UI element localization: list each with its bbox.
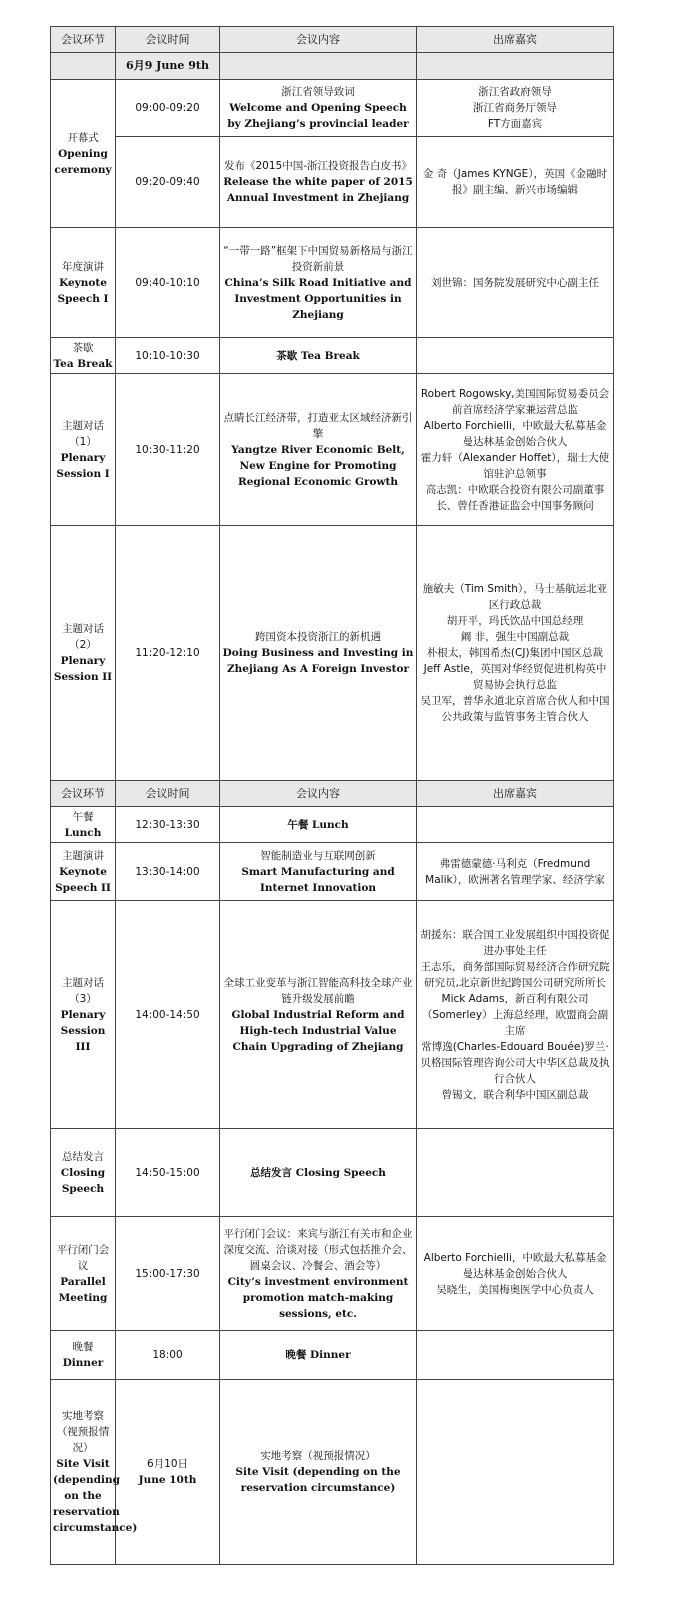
guest-line: 刘世锦：国务院发展研究中心副主任 — [431, 276, 599, 289]
content-cell — [220, 374, 417, 526]
segment-cell — [51, 1129, 116, 1217]
guests-cell — [417, 338, 614, 374]
content-en: Site Visit (depending on the reservation circumstance) — [235, 1466, 401, 1494]
content-cell — [220, 526, 417, 781]
guests-cell — [417, 526, 614, 781]
time-cell: 15:00-17:30 — [116, 1217, 220, 1331]
content-cell — [220, 1331, 417, 1380]
guest-line: 阚 非，强生中国副总裁 — [460, 631, 570, 643]
header-row-repeat — [51, 781, 614, 807]
segment-cell — [51, 526, 116, 781]
segment-cn: 主题对话（2） — [62, 623, 104, 651]
content-cn: 总结发言 Closing Speech — [250, 1166, 386, 1179]
content-cn: 智能制造业与互联网创新 — [260, 849, 376, 862]
segment-en: Tea Break — [53, 357, 113, 370]
time-cell — [116, 1380, 220, 1565]
content-cell — [220, 1380, 417, 1565]
content-en: Doing Business and Investing in Zhejiang As A Foreign Investor — [222, 647, 414, 675]
date-row-blank — [51, 53, 116, 80]
table-row — [51, 137, 614, 228]
guests-cell — [417, 1331, 614, 1380]
guest-line: 朴根太，韩国希杰(CJ)集团中国区总裁 — [426, 647, 604, 659]
guest-line: Robert Rogowsky,美国国际贸易委员会前首席经济学家兼运营总监 — [420, 387, 610, 416]
content-cell — [220, 1217, 417, 1331]
guest-line: 弗雷德蒙德·马利克（Fredmund Malik），欧洲著名管理学家、经济学家 — [425, 857, 605, 886]
segment-cn: 主题对话（3） — [62, 976, 104, 1005]
segment-en: Plenary Session I — [56, 451, 110, 480]
segment-cn: 午餐 — [72, 810, 94, 823]
time-cell: 13:30-14:00 — [116, 843, 220, 901]
header-segment: 会议环节 — [51, 27, 116, 53]
segment-cell — [51, 374, 116, 526]
table-row — [51, 843, 614, 901]
content-cell — [220, 137, 417, 228]
time-en: June 10th — [138, 1474, 197, 1486]
guests-cell — [417, 1217, 614, 1331]
segment-en: Plenary Session III — [60, 1008, 106, 1053]
guest-line: Mick Adams，新百利有限公司（Somerley）上海总经理，欧盟商会副主席 — [421, 992, 609, 1037]
segment-cn: 实地考察（视预报情况） — [56, 1410, 110, 1454]
guest-line: 浙江省商务厅领导 — [473, 102, 557, 114]
segment-cn: 开幕式 — [67, 131, 99, 144]
guest-line: 王志乐，商务部国际贸易经济合作研究院研究员,北京新世纪跨国公司研究所所长 — [420, 960, 610, 989]
segment-cn: 主题演讲 — [62, 849, 104, 862]
table-row — [51, 526, 614, 781]
guests-cell — [417, 901, 614, 1129]
date-label: 6月9 June 9th — [116, 53, 220, 80]
date-row-blank — [417, 53, 614, 80]
guests-cell — [417, 228, 614, 338]
table-row — [51, 1217, 614, 1331]
segment-cell — [51, 901, 116, 1129]
content-cell — [220, 807, 417, 843]
segment-cn: 年度演讲 — [62, 260, 104, 273]
header-guests: 出席嘉宾 — [417, 27, 614, 53]
table-row — [51, 228, 614, 338]
table-row — [51, 1129, 614, 1217]
guest-line: 胡开平，玛氏饮品中国总经理 — [446, 615, 584, 627]
guests-cell — [417, 137, 614, 228]
guest-line: FT方面嘉宾 — [487, 118, 543, 130]
guests-cell — [417, 1380, 614, 1565]
time-cell: 18:00 — [116, 1331, 220, 1380]
time-cell: 14:00-14:50 — [116, 901, 220, 1129]
segment-en: Keynote Speech II — [55, 865, 111, 894]
agenda-table — [50, 26, 614, 1565]
content-cn: 平行闭门会议：来宾与浙江有关市和企业深度交流、洽谈对接（形式包括推介会、圆桌会议、冷餐会、酒会等） — [223, 1227, 413, 1272]
content-en: Smart Manufacturing and Internet Innovation — [241, 865, 395, 894]
segment-cn: 晚餐 — [72, 1341, 94, 1353]
guest-line: 浙江省政府领导 — [478, 86, 552, 98]
content-cn: 午餐 Lunch — [287, 818, 349, 831]
segment-en: Site Visit (depending on the reservation circumstance) — [53, 1458, 138, 1534]
segment-en: Opening ceremony — [54, 147, 112, 176]
content-cell — [220, 843, 417, 901]
guests-cell — [417, 1129, 614, 1217]
segment-en: Closing Speech — [60, 1166, 106, 1195]
content-en: Release the white paper of 2015 Annual Investment in Zhejiang — [223, 176, 413, 204]
header-segment: 会议环节 — [51, 781, 116, 807]
content-cn: 点睛长江经济带，打造亚太区域经济新引擎 — [223, 411, 413, 440]
content-en: Welcome and Opening Speech by Zhejiang’s provincial leader — [227, 102, 409, 130]
segment-cell — [51, 1331, 116, 1380]
table-row — [51, 374, 614, 526]
content-cell — [220, 80, 417, 137]
content-cell — [220, 338, 417, 374]
time-cell: 11:20-12:10 — [116, 526, 220, 781]
header-guests: 出席嘉宾 — [417, 781, 614, 807]
segment-cell — [51, 80, 116, 228]
date-row — [51, 53, 614, 80]
table-row — [51, 1380, 614, 1565]
table-row — [51, 338, 614, 374]
table-row — [51, 80, 614, 137]
content-cn: 全球工业变革与浙江智能高科技全球产业链升级发展前瞻 — [223, 976, 413, 1005]
segment-cn: 主题对话（1） — [62, 419, 104, 448]
guests-cell — [417, 843, 614, 901]
guest-line: Alberto Forchielli，中欧最大私募基金曼达林基金创始合伙人 — [423, 1251, 607, 1280]
header-content: 会议内容 — [220, 781, 417, 807]
header-time: 会议时间 — [116, 781, 220, 807]
segment-cell — [51, 843, 116, 901]
segment-en: Dinner — [62, 1357, 104, 1369]
header-row — [51, 27, 614, 53]
content-cell — [220, 228, 417, 338]
content-cn: 发布《2015中国-浙江投资报告白皮书》 — [223, 160, 412, 172]
guest-line: 高志凯：中欧联合投资有限公司副董事长、曾任香港证监会中国事务顾问 — [425, 483, 605, 512]
guest-line: Jeff Astle，英国对华经贸促进机构英中贸易协会执行总监 — [423, 663, 607, 691]
time-cell: 09:20-09:40 — [116, 137, 220, 228]
content-cell — [220, 901, 417, 1129]
time-cell: 09:40-10:10 — [116, 228, 220, 338]
guests-cell — [417, 807, 614, 843]
time-cell: 10:30-11:20 — [116, 374, 220, 526]
content-cn: “一带一路”框架下中国贸易新格局与浙江投资新前景 — [223, 244, 413, 273]
header-time: 会议时间 — [116, 27, 220, 53]
segment-cell — [51, 807, 116, 843]
guest-line: 吴晓生，美国梅奥医学中心负责人 — [436, 1283, 594, 1296]
segment-cn: 总结发言 — [62, 1150, 104, 1163]
guest-line: Alberto Forchielli，中欧最大私募基金曼达林基金创始合伙人 — [423, 419, 607, 448]
content-en: China’s Silk Road Initiative and Investment Opportunities in Zhejiang — [224, 276, 412, 321]
segment-cell — [51, 228, 116, 338]
guest-line: 施敏夫（Tim Smith），马士基航运北亚区行政总裁 — [422, 583, 608, 611]
header-content: 会议内容 — [220, 27, 417, 53]
date-row-blank — [220, 53, 417, 80]
content-cn: 晚餐 Dinner — [285, 1349, 351, 1361]
guest-line: 常博逸(Charles-Edouard Bouée)罗兰·贝格国际管理咨询公司大中华区总裁及执行合伙人 — [420, 1040, 610, 1085]
segment-cell — [51, 1217, 116, 1331]
content-cn: 实地考察（视预报情况） — [260, 1450, 376, 1462]
guest-line: 胡援东：联合国工业发展组织中国投资促进办事处主任 — [420, 928, 610, 957]
time-cell: 09:00-09:20 — [116, 80, 220, 137]
guest-line: 金 奇（James KYNGE），英国《金融时报》副主编、新兴市场编辑 — [422, 168, 608, 196]
content-cn: 浙江省领导致词 — [281, 86, 355, 98]
content-cn: 跨国资本投资浙江的新机遇 — [255, 631, 381, 643]
guests-cell — [417, 374, 614, 526]
content-en: Yangtze River Economic Belt, New Engine for Promoting Regional Economic Growth — [231, 443, 405, 488]
guests-cell — [417, 80, 614, 137]
time-cn: 6月10日 — [146, 1458, 189, 1470]
content-en: Global Industrial Reform and High-tech Industrial Value Chain Upgrading of Zhejiang — [231, 1008, 405, 1053]
guest-line: 霍力轩（Alexander Hoffet），瑞士大使馆驻沪总领事 — [420, 451, 610, 480]
segment-cn: 平行闭门会议 — [56, 1243, 110, 1272]
content-cn: 茶歇 Tea Break — [276, 349, 360, 362]
segment-cn: 茶歇 — [72, 341, 94, 354]
content-cell — [220, 1129, 417, 1217]
segment-en: Parallel Meeting — [58, 1275, 108, 1304]
table-row — [51, 901, 614, 1129]
segment-cell — [51, 1380, 138, 1565]
table-row — [51, 1331, 614, 1380]
segment-en: Plenary Session II — [53, 655, 113, 683]
content-en: City’s investment environment promotion match-making sessions, etc. — [227, 1275, 409, 1320]
segment-en: Lunch — [64, 826, 102, 839]
time-cell: 14:50-15:00 — [116, 1129, 220, 1217]
table-row — [51, 807, 614, 843]
segment-en: Keynote Speech I — [57, 276, 109, 305]
guest-line: 吴卫军，普华永道北京首席合伙人和中国公共政策与监管事务主管合伙人 — [420, 695, 610, 723]
time-cell: 12:30-13:30 — [116, 807, 220, 843]
segment-cell — [51, 338, 116, 374]
guest-line: 曾锡文，联合利华中国区副总裁 — [441, 1088, 589, 1101]
time-cell: 10:10-10:30 — [116, 338, 220, 374]
